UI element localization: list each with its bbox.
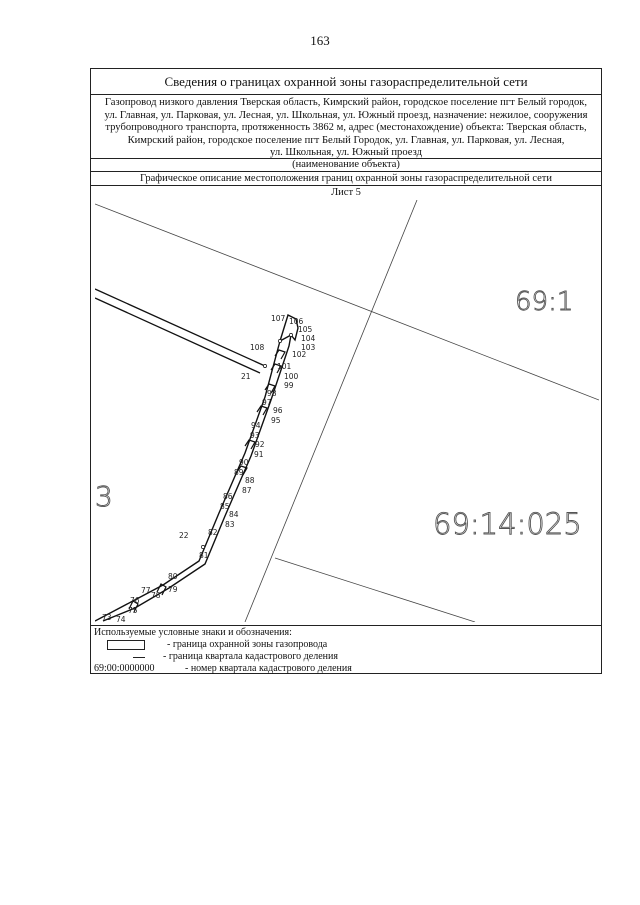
legend [91, 625, 601, 676]
vertex-label: 74 [116, 615, 126, 622]
vertex-label: 103 [301, 343, 316, 352]
vertex-label: 21 [241, 372, 251, 381]
vertex-label: 88 [245, 476, 255, 485]
vertex-label: 89 [234, 468, 244, 477]
vertex-label: 75 [128, 606, 138, 615]
quarter-boundary-line [275, 558, 475, 622]
description-line: Кимрский район, городское поселение пгт Белый Городок, ул. Главная, ул. Парковая, ул. Лесная, [127, 134, 565, 146]
vertex-label: 108 [250, 343, 265, 352]
description-line: ул. Школьная, ул. Южный проезд [270, 147, 422, 159]
vertex-label: 84 [229, 510, 239, 519]
road-boundary-line [95, 298, 260, 373]
vertex-label: 98 [267, 389, 277, 398]
vertex-label: 93 [250, 431, 260, 440]
vertex-label: 80 [168, 572, 178, 581]
quarter-number: 69:14:025 [433, 507, 582, 541]
vertex-label: 86 [223, 492, 233, 501]
vertex-label: 82 [208, 528, 218, 537]
zone-boundary-symbol [107, 640, 145, 650]
quarter-boundary-line [245, 200, 417, 622]
object-name-caption: (наименование объекта) [91, 159, 601, 172]
page-number: 163 [310, 33, 330, 48]
vertex-label: 96 [273, 406, 283, 415]
legend-item-text: - граница квартала кадастрового деления [163, 651, 338, 662]
vertex-label: 92 [255, 440, 265, 449]
map-drawing [95, 200, 599, 622]
description-line: Газопровод низкого давления Тверская область, Кимрский район, городское поселение пгт Белый городок, [104, 97, 588, 108]
quarter-number: 3 [95, 480, 113, 513]
sheet-number: Лист 5 [331, 187, 361, 198]
road-boundary-line [95, 289, 265, 366]
vertex-label: 78 [151, 591, 161, 600]
quarter-number: 69:1 [515, 287, 574, 317]
vertex-label: 101 [277, 362, 292, 371]
vertex-label: 102 [292, 350, 307, 359]
vertex-label: 76 [130, 596, 140, 605]
vertex-label: 94 [251, 421, 261, 430]
vertex-label: 97 [262, 398, 272, 407]
document-title: Сведения о границах охранной зоны газораспределительной сети [91, 69, 601, 95]
vertex-label: 83 [225, 520, 235, 529]
document-frame [90, 68, 602, 674]
vertex-label: 91 [254, 450, 264, 459]
description-line: ул. Главная, ул. Парковая, ул. Лесная, ул. Школьная, ул. Южный проезд, назначение: нежилое, сооружения [104, 109, 588, 121]
vertex-label: 95 [271, 416, 281, 425]
quarter-boundary-symbol [133, 657, 145, 658]
legend-item-text: - номер квартала кадастрового деления [185, 663, 352, 674]
vertex-label: 22 [179, 531, 189, 540]
boundary-map [95, 200, 599, 622]
boundary-teeth [129, 350, 285, 612]
vertex-label: 104 [301, 334, 316, 343]
vertex-label: 90 [239, 458, 249, 467]
object-description [91, 95, 601, 159]
vertex-label: 99 [284, 381, 294, 390]
vertex-label: 105 [298, 325, 313, 334]
vertex-label: 87 [242, 486, 252, 495]
graphic-description-title: Графическое описание местоположения границ охранной зоны газораспределительной сети [91, 172, 601, 186]
vertex-label: 100 [284, 372, 299, 381]
vertex-label: 85 [220, 502, 230, 511]
description-line: трубопроводного транспорта, протяженность 3862 м, адрес (местонахождение) объекта: Тверская область, [105, 122, 587, 134]
vertex-label: 81 [199, 551, 209, 560]
vertex-label: 79 [168, 585, 178, 594]
vertex-label: 77 [141, 586, 151, 595]
vertex-label: 73 [102, 613, 112, 622]
quarter-number-sample: 69:00:0000000 [94, 663, 155, 674]
vertex-label: 106 [289, 317, 304, 326]
legend-heading: Используемые условные знаки и обозначения: [94, 627, 292, 638]
legend-item-text: - граница охранной зоны газопровода [167, 639, 328, 650]
vertex-labels [102, 314, 316, 622]
vertex-label: 107 [271, 314, 286, 323]
